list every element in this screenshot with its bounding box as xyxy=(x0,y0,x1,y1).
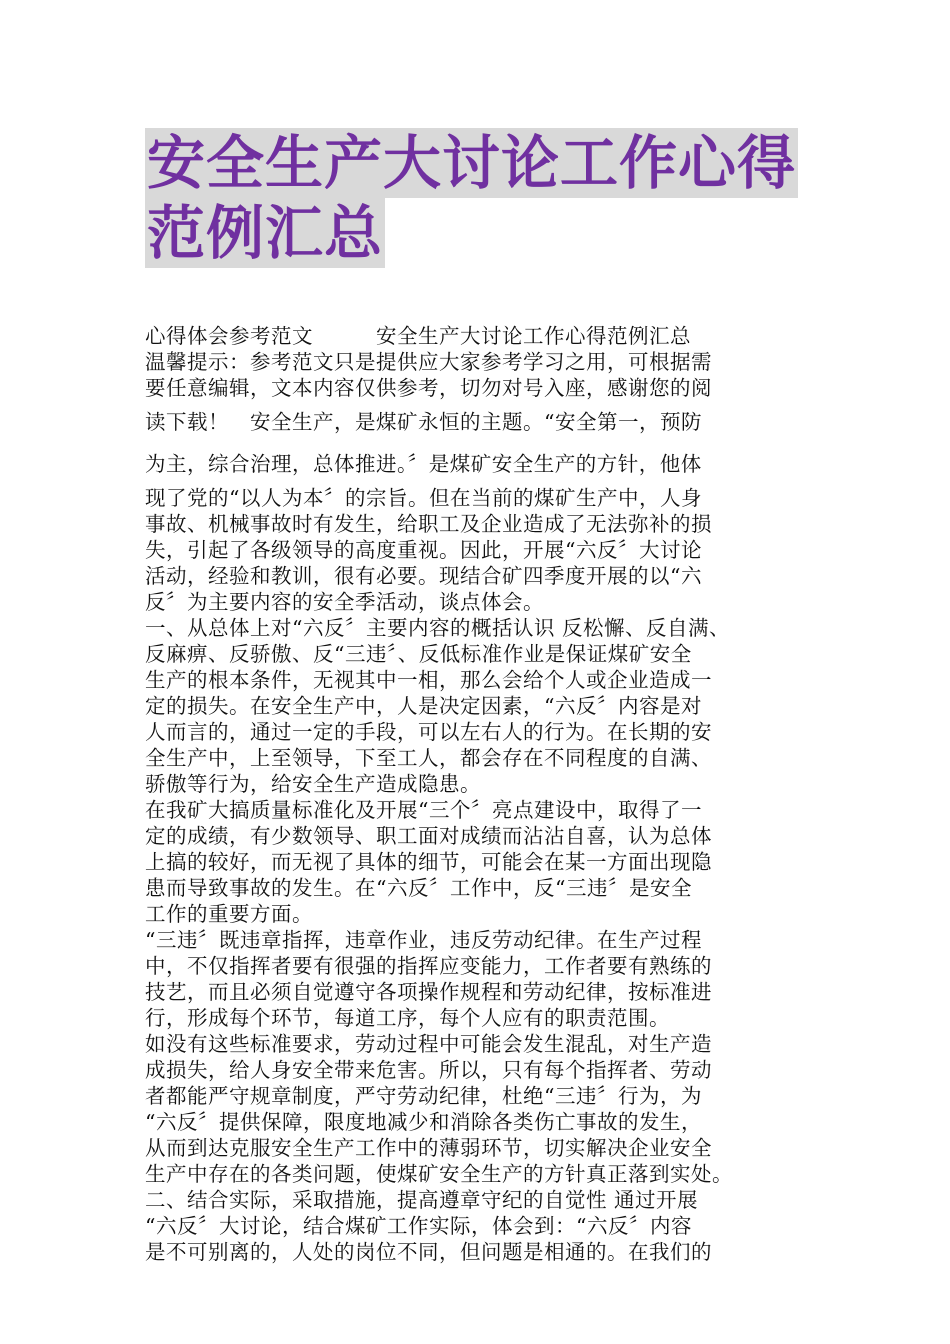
body-line: 失，引起了各级领导的高度重视。因此，开展“六反〞大讨论 xyxy=(145,538,702,562)
body-line: 二、结合实际，采取措施，提高遵章守纪的自觉性 通过开展 xyxy=(145,1188,699,1212)
body-line: 患而导致事故的发生。在“六反〞工作中，反“三违〞是安全 xyxy=(145,876,692,900)
document-title xyxy=(145,128,815,268)
body-line: 反麻痹、反骄傲、反“三违〞、反低标准作业是保证煤矿安全 xyxy=(145,642,692,666)
body-line: “三违〞既违章指挥，违章作业，违反劳动纪律。在生产过程 xyxy=(145,928,702,952)
title-line-1: 安全生产大讨论工作心得 xyxy=(147,129,797,197)
body-line: 上搞的较好，而无视了具体的细节，可能会在某一方面出现隐 xyxy=(145,850,712,874)
body-line: 技艺，而且必须自觉遵守各项操作规程和劳动纪律，按标准进 xyxy=(145,980,712,1004)
body-line: 心得体会参考范文 安全生产大讨论工作心得范例汇总 xyxy=(145,324,691,348)
body-line: 为主，综合治理，总体推进。〞是煤矿安全生产的方针，他体 xyxy=(145,452,702,476)
body-line: 成损失，给人身安全带来危害。所以，只有每个指挥者、劳动 xyxy=(145,1058,712,1082)
body-line: 温馨提示：参考范文只是提供应大家参考学习之用，可根据需 xyxy=(145,350,712,374)
body-line: 行，形成每个环节，每道工序，每个人应有的职责范围。 xyxy=(145,1006,670,1030)
body-line: 定的损失。在安全生产中，人是决定因素，“六反〞内容是对 xyxy=(145,694,702,718)
body-line: 如没有这些标准要求，劳动过程中可能会发生混乱，对生产造 xyxy=(145,1032,712,1056)
body-line: 反〞为主要内容的安全季活动，谈点体会。 xyxy=(145,590,544,614)
body-line: 读下载！ 安全生产，是煤矿永恒的主题。“安全第一，预防 xyxy=(145,410,702,434)
body-line: 事故、机械事故时有发生，给职工及企业造成了无法弥补的损 xyxy=(145,512,712,536)
body-line: 工作的重要方面。 xyxy=(145,902,313,926)
title-line-2: 范例汇总 xyxy=(147,199,384,267)
body-line: 要任意编辑，文本内容仅供参考，切勿对号入座，感谢您的阅 xyxy=(145,376,712,400)
body-line: 者都能严守规章制度，严守劳动纪律，杜绝“三违〞行为，为 xyxy=(145,1084,702,1108)
body-line: 一、从总体上对“六反〞主要内容的概括认识 反松懈、反自满、 xyxy=(145,616,730,640)
document-body xyxy=(145,323,810,1265)
body-line: 活动，经验和教训，很有必要。现结合矿四季度开展的以“六 xyxy=(145,564,702,588)
body-line: 生产中存在的各类问题，使煤矿安全生产的方针真正落到实处。 xyxy=(145,1162,733,1186)
body-line: 在我矿大搞质量标准化及开展“三个〞亮点建设中，取得了一 xyxy=(145,798,702,822)
body-line: 全生产中，上至领导，下至工人，都会存在不同程度的自满、 xyxy=(145,746,712,770)
body-line: 是不可别离的，人处的岗位不同，但问题是相通的。在我们的 xyxy=(145,1240,712,1264)
body-line: 从而到达克服安全生产工作中的薄弱环节，切实解决企业安全 xyxy=(145,1136,712,1160)
body-line: 现了党的“以人为本〞的宗旨。但在当前的煤矿生产中，人身 xyxy=(145,486,702,510)
body-line: 中，不仅指挥者要有很强的指挥应变能力，工作者要有熟练的 xyxy=(145,954,712,978)
body-line: 生产的根本条件，无视其中一相，那么会给个人或企业造成一 xyxy=(145,668,712,692)
body-line: 定的成绩，有少数领导、职工面对成绩而沾沾自喜，认为总体 xyxy=(145,824,712,848)
body-line: 人而言的，通过一定的手段，可以左右人的行为。在长期的安 xyxy=(145,720,712,744)
body-line: “六反〞提供保障，限度地减少和消除各类伤亡事故的发生， xyxy=(145,1110,702,1134)
body-line: 骄傲等行为，给安全生产造成隐患。 xyxy=(145,772,481,796)
body-line: “六反〞大讨论，结合煤矿工作实际，体会到：“六反〞内容 xyxy=(145,1214,692,1238)
